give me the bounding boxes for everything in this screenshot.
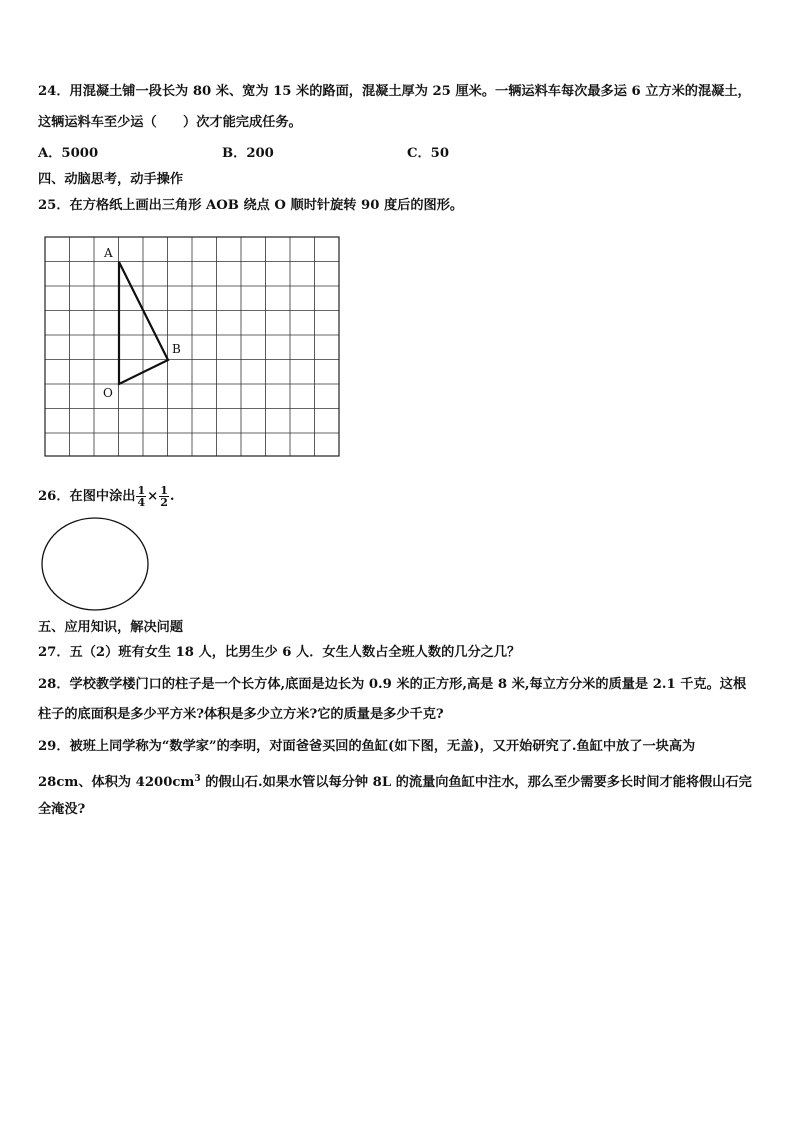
q28-text-line1: 28．学校教学楼门口的柱子是一个长方体,底面是边长为 0.9 米的正方形,高是 8 米,每立方分米的质量是 2.1 千克。这根 (38, 677, 747, 692)
square-grid-figure (44, 236, 344, 460)
triangle-aob (119, 262, 168, 384)
q26-text (38, 482, 174, 512)
circle-shape (42, 518, 148, 610)
label-o: O (103, 386, 113, 400)
label-a: A (104, 246, 113, 260)
circle-figure (40, 516, 154, 614)
times-sign: × (147, 489, 159, 504)
q26-prefix: 26．在图中涂出 (38, 489, 136, 504)
q29-text-line1: 29．被班上同学称为“数学家”的李明，对面爸爸买回的鱼缸(如下图，无盖)，又开始研究了.鱼缸中放了一块高为 (38, 739, 696, 754)
section-4-title: 四、动脑思考，动手操作 (38, 172, 184, 187)
q24-option-b: B．200 (222, 146, 274, 161)
fraction-one-quarter: $\frac{1}{4}$ (137, 484, 146, 509)
q26-suffix: . (169, 489, 175, 504)
q28-text-line2: 柱子的底面积是多少平方米?体积是多少立方米?它的质量是多少千克? (38, 707, 444, 722)
section-5-title: 五、应用知识，解决问题 (38, 620, 184, 635)
superscript-3: 3 (194, 774, 201, 784)
grid-lines (45, 237, 339, 456)
q29-text-line2: 28cm、体积为 $4200cm^3$ 的假山石.如果水管以每分钟 8L 的流量向鱼缸中注水，那么至少需要多长时间才能将假山石完 (38, 774, 752, 790)
label-b: B (172, 342, 181, 356)
q24-text-line1: 24．用混凝土铺一段长为 80 米、宽为 15 米的路面，混凝土厚为 25 厘米。一辆运料车每次最多运 6 立方米的混凝土， (38, 84, 751, 99)
fraction-one-half: $\frac{1}{2}$ (160, 484, 168, 509)
q25-text: 25．在方格纸上画出三角形 AOB 绕点 O 顺时针旋转 90 度后的图形。 (38, 198, 464, 213)
q24-option-c: C．50 (407, 146, 450, 161)
q24-text-line2: 这辆运料车至少运（ ）次才能完成任务。 (38, 115, 302, 130)
q24-option-a: A．5000 (38, 146, 99, 161)
q27-text: 27．五（2）班有女生 18 人，比男生少 6 人．女生人数占全班人数的几分之几？ (38, 645, 521, 660)
q29-text-line3: 全淹没? (38, 802, 86, 817)
